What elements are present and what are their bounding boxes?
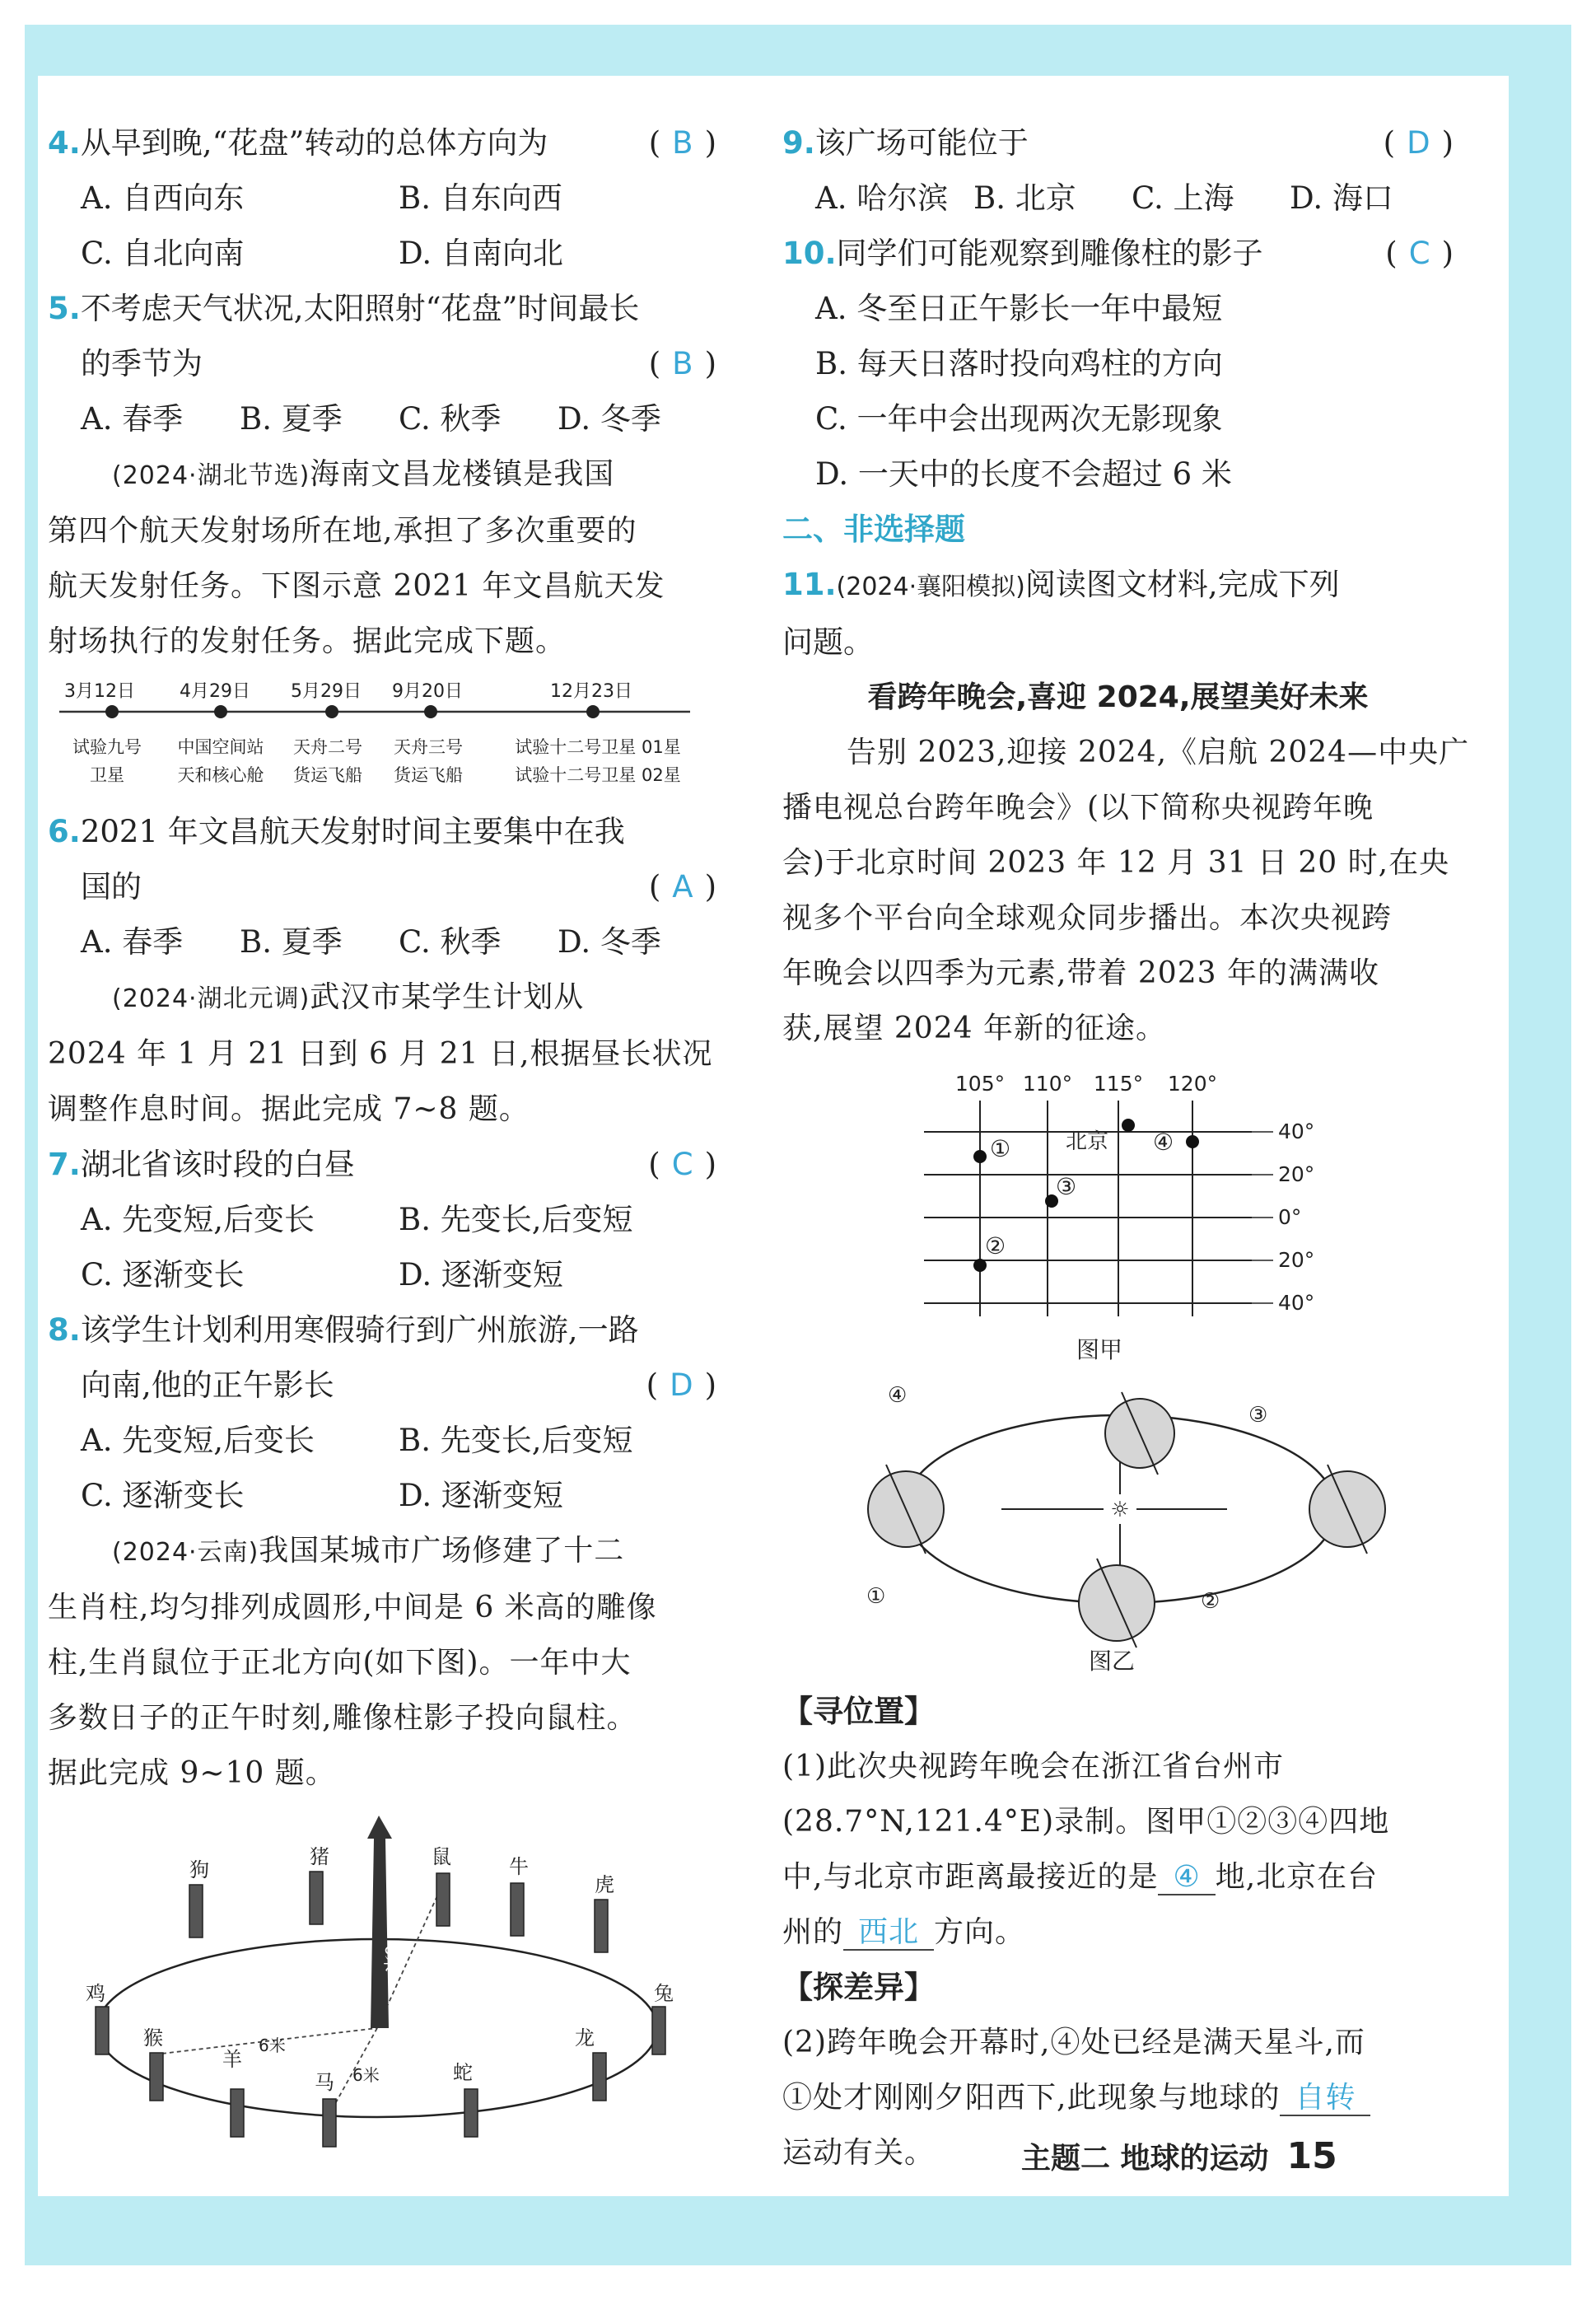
article-title: 看跨年晚会,喜迎 2024,展望美好未来	[867, 680, 1369, 714]
point-label: ③	[1056, 1173, 1077, 1200]
q8-stem-cont	[48, 1358, 716, 1413]
find-line	[782, 1905, 1454, 1960]
q4-stem	[48, 115, 716, 171]
decorative-band-right	[1509, 25, 1571, 2265]
q8-options-row2	[48, 1468, 716, 1523]
animal-label: 龙	[575, 2026, 595, 2050]
q5-text: 的季节为	[81, 346, 203, 381]
intro9-line: 生肖柱,均匀排列成圆形,中间是 6 米高的雕像	[48, 1591, 657, 1624]
pillar-tiger	[595, 1900, 608, 1952]
q11-stem	[782, 557, 1454, 615]
beijing-dot	[1122, 1119, 1135, 1132]
q8-number: 8.	[48, 1312, 81, 1348]
timeline-label: 天和核心舱	[177, 765, 264, 785]
q9-answer: ( D )	[1383, 125, 1454, 161]
text: 海南文昌龙楼镇是我国	[310, 457, 615, 491]
answer-fill: ④	[1158, 1860, 1215, 1895]
q7-stem	[48, 1137, 716, 1192]
text: 我国某城市广场修建了十二	[259, 1534, 625, 1568]
intro6-line: 航天发射任务。下图示意 2021 年文昌航天发	[48, 569, 665, 603]
point-4-dot	[1186, 1135, 1199, 1148]
decorative-band-bottom	[25, 2196, 1571, 2265]
q4-text: 从早到晚,“花盘”转动的总体方向为	[80, 125, 548, 161]
lat-label: 20°	[1278, 1248, 1315, 1272]
statue-column	[367, 1816, 392, 2028]
q7-text: 湖北省该时段的白昼	[80, 1147, 355, 1182]
option: A. 春季	[81, 401, 184, 437]
lat-label: 0°	[1278, 1205, 1302, 1229]
q8-answer: ( D )	[646, 1367, 716, 1403]
pillar-snake	[464, 2089, 478, 2137]
q5-answer: ( B )	[648, 346, 716, 381]
find-line	[782, 1849, 1454, 1905]
pillar-pig	[310, 1872, 323, 1924]
lat-label: 40°	[1278, 1119, 1315, 1143]
intro6-line: 射场执行的发射任务。据此完成下题。	[48, 624, 567, 658]
find-line: (1)此次央视跨年晚会在浙江省台州市	[782, 1750, 1284, 1783]
pillar-rat	[436, 1873, 450, 1926]
option: B. 夏季	[240, 401, 343, 437]
q5-answer-value: B	[672, 346, 693, 381]
option: C. 逐渐变长	[81, 1257, 245, 1292]
find-heading: 【寻位置】	[782, 1694, 935, 1729]
q5-stem	[48, 281, 716, 336]
lon-label: 120°	[1167, 1072, 1218, 1096]
pillar-goat	[231, 2089, 244, 2137]
animal-label: 羊	[222, 2048, 242, 2071]
position-label: ④	[888, 1383, 908, 1408]
option: D. 冬季	[558, 924, 661, 960]
pillar-horse	[323, 2099, 336, 2147]
q5-options	[48, 391, 716, 446]
q8-text: 该学生计划利用寒假骑行到广州旅游,一路	[80, 1312, 639, 1348]
text: 中,与北京市距离最接近的是	[782, 1860, 1159, 1894]
q6-stem	[48, 804, 716, 859]
option: C. 上海	[1132, 180, 1234, 216]
article-line: 播电视总台跨年晚会》(以下简称央视跨年晚	[782, 791, 1374, 825]
q11-text: 阅读图文材料,完成下列	[1024, 567, 1340, 602]
q7-number: 7.	[48, 1147, 81, 1182]
q8-text: 向南,他的正午影长	[81, 1367, 334, 1403]
intro9-line	[48, 1523, 716, 1580]
page-number: 15	[1286, 2135, 1337, 2177]
lon-label: 110°	[1022, 1072, 1073, 1096]
timeline-dot	[214, 705, 227, 718]
figure-a-grid-map	[782, 1061, 1454, 1374]
option: D. 自南向北	[399, 236, 563, 271]
pillar-monkey	[150, 2053, 163, 2101]
timeline-label: 卫星	[90, 765, 124, 785]
animal-label: 虎	[595, 1873, 614, 1896]
decorative-band-left	[25, 25, 38, 2265]
intro9-line: 据此完成 9~10 题。	[48, 1756, 336, 1790]
text: 州的	[782, 1915, 844, 1949]
q9-number: 9.	[782, 125, 815, 161]
figure-a-caption: 图甲	[1076, 1336, 1123, 1363]
timeline-label: 试验九号	[72, 737, 142, 757]
text: ①处才刚刚夕阳西下,此现象与地球的	[782, 2081, 1281, 2115]
q4-answer-value: B	[672, 125, 693, 161]
animal-label: 鼠	[432, 1845, 451, 1868]
diff-line: (2)跨年晚会开幕时,④处已经是满天星斗,而	[782, 2026, 1365, 2059]
right-column	[782, 115, 1470, 2180]
q6-options	[48, 914, 716, 970]
article-line: 视多个平台向全球观众同步播出。本次央视跨	[782, 901, 1393, 935]
footer-topic: 主题二 地球的运动	[1021, 2142, 1269, 2176]
figure-b-orbit-diagram	[782, 1379, 1454, 1684]
option: D. 一天中的长度不会超过 6 米	[815, 456, 1232, 492]
launch-timeline	[48, 672, 716, 804]
point-label: ④	[1153, 1129, 1174, 1156]
option: A. 自西向东	[81, 180, 245, 216]
option: A. 先变短,后变长	[81, 1202, 315, 1237]
q8-options-row1	[48, 1413, 716, 1468]
animal-label: 兔	[654, 1982, 674, 2005]
option: B. 自东向西	[399, 180, 562, 216]
option: D. 海口	[1290, 180, 1393, 216]
timeline-dot	[424, 705, 437, 718]
position-label: ③	[1248, 1403, 1268, 1428]
point-1-dot	[973, 1150, 987, 1163]
q9-stem	[782, 115, 1454, 171]
text: 武汉市某学生计划从	[310, 980, 585, 1014]
option: B. 每天日落时投向鸡柱的方向	[815, 346, 1223, 381]
q7-options-row2	[48, 1247, 716, 1302]
q10-answer: ( C )	[1385, 236, 1454, 271]
option: C. 一年中会出现两次无影现象	[815, 401, 1223, 437]
q5-text: 不考虑天气状况,太阳照射“花盘”时间最长	[80, 291, 640, 326]
option: A. 先变短,后变长	[81, 1423, 315, 1458]
q9-options	[782, 171, 1454, 226]
lon-label: 115°	[1093, 1072, 1144, 1096]
position-label: ①	[866, 1584, 886, 1609]
text: 地,北京在台	[1215, 1860, 1379, 1894]
distance-label: 6米	[259, 2036, 286, 2055]
option: A. 春季	[81, 924, 184, 960]
option: C. 秋季	[399, 924, 502, 960]
timeline-date: 4月29日	[180, 681, 250, 702]
statue-height-label: 6米	[381, 1945, 401, 1972]
animal-label: 狗	[189, 1858, 209, 1881]
timeline-date: 12月23日	[550, 681, 632, 702]
find-line: (28.7°N,121.4°E)录制。图甲①②③④四地	[782, 1805, 1390, 1839]
option: C. 秋季	[399, 401, 502, 437]
diff-heading: 【探差异】	[782, 1970, 935, 2005]
text: 方向。	[934, 1915, 1026, 1949]
pillar-dragon	[593, 2053, 606, 2101]
pillar-dog	[189, 1885, 203, 1937]
pillar-rooster	[96, 2007, 109, 2054]
point-label: ②	[985, 1232, 1006, 1260]
decorative-band-top	[25, 25, 1571, 76]
lat-label: 40°	[1278, 1291, 1315, 1315]
timeline-label: 天舟二号	[293, 737, 362, 757]
left-column	[48, 115, 716, 2155]
q4-answer: ( B )	[648, 125, 716, 161]
intro6-line	[48, 446, 716, 503]
answer-fill: 西北	[843, 1915, 934, 1951]
q11-number: 11.	[782, 567, 837, 602]
animal-label: 猴	[143, 2026, 163, 2050]
timeline-label: 天舟三号	[394, 737, 463, 757]
q6-text: 2021 年文昌航天发射时间主要集中在我	[80, 814, 625, 849]
beijing-label: 北京	[1066, 1129, 1109, 1154]
timeline-label: 货运飞船	[394, 765, 463, 785]
q9-answer-value: D	[1407, 125, 1430, 161]
timeline-date: 5月29日	[291, 681, 362, 702]
animal-label: 猪	[310, 1845, 329, 1868]
option: C. 逐渐变长	[81, 1478, 245, 1513]
q5-stem-cont	[48, 336, 716, 391]
figure-b-caption: 图乙	[1088, 1648, 1136, 1675]
page-footer	[1021, 2135, 1337, 2177]
point-label: ①	[990, 1135, 1011, 1162]
q6-text: 国的	[81, 869, 142, 904]
diff-line: 运动有关。	[782, 2136, 936, 2170]
option: A. 冬至日正午影长一年中最短	[815, 291, 1223, 326]
source-tag: (2024·湖北元调)	[112, 984, 310, 1013]
position-label: ②	[1201, 1589, 1220, 1614]
answer-fill: 自转	[1280, 2081, 1370, 2116]
option: D. 逐渐变短	[399, 1257, 563, 1292]
q4-number: 4.	[48, 125, 81, 161]
q6-stem-cont	[48, 859, 716, 914]
option: B. 先变长,后变短	[399, 1202, 633, 1237]
timeline-label: 试验十二号卫星 02星	[515, 765, 681, 785]
q10-answer-value: C	[1408, 236, 1430, 271]
q5-number: 5.	[48, 291, 81, 326]
timeline-label: 试验十二号卫星 01星	[515, 737, 681, 757]
q6-answer-value: A	[672, 869, 693, 904]
source-tag: (2024·襄阳模拟)	[836, 573, 1025, 601]
q7-answer: ( C )	[648, 1147, 716, 1182]
timeline-date: 3月12日	[64, 681, 135, 702]
q7-answer-value: C	[671, 1147, 693, 1182]
q4-options-row1	[48, 171, 716, 226]
timeline-dot	[325, 705, 338, 718]
pillar-rabbit	[652, 2007, 665, 2054]
article-line: 获,展望 2024 年新的征途。	[782, 1012, 1166, 1045]
q10-text: 同学们可能观察到雕像柱的影子	[836, 236, 1263, 271]
animal-label: 牛	[509, 1855, 529, 1878]
q9-text: 该广场可能位于	[814, 125, 1029, 161]
option: D. 逐渐变短	[399, 1478, 563, 1513]
source-tag: (2024·湖北节选)	[112, 461, 310, 490]
timeline-label: 中国空间站	[177, 737, 264, 757]
q6-number: 6.	[48, 814, 81, 849]
source-tag: (2024·云南)	[112, 1538, 259, 1567]
distance-label: 6米	[352, 2065, 380, 2085]
option: B. 夏季	[240, 924, 343, 960]
article-line: 告别 2023,迎接 2024,《启航 2024—中央广	[847, 736, 1470, 769]
option: B. 先变长,后变短	[399, 1423, 633, 1458]
q8-stem	[48, 1302, 716, 1358]
intro6-line: 第四个航天发射场所在地,承担了多次重要的	[48, 514, 637, 548]
timeline-dot	[105, 705, 119, 718]
q4-options-row2	[48, 226, 716, 281]
q10-stem	[782, 226, 1454, 281]
intro7-line	[48, 970, 716, 1026]
intro7-line: 调整作息时间。据此完成 7~8 题。	[48, 1092, 530, 1126]
intro9-line: 柱,生肖鼠位于正北方向(如下图)。一年中大	[48, 1646, 632, 1680]
intro9-line: 多数日子的正午时刻,雕像柱影子投向鼠柱。	[48, 1701, 637, 1735]
option: A. 哈尔滨	[815, 180, 949, 216]
lat-label: 20°	[1278, 1162, 1315, 1186]
q8-answer-value: D	[670, 1367, 693, 1403]
q11-stem-cont: 问题。	[782, 624, 874, 660]
animal-label: 马	[315, 2071, 334, 2094]
animal-label: 鸡	[86, 1982, 105, 2005]
article-line: 年晚会以四季为元素,带着 2023 年的满满收	[782, 956, 1379, 990]
article-line: 会)于北京时间 2023 年 12 月 31 日 20 时,在央	[782, 846, 1450, 880]
point-2-dot	[973, 1259, 987, 1272]
lon-label: 105°	[954, 1072, 1006, 1096]
option: D. 冬季	[558, 401, 661, 437]
intro7-line: 2024 年 1 月 21 日到 6 月 21 日,根据昼长状况	[48, 1037, 713, 1071]
q7-options-row1	[48, 1192, 716, 1247]
animal-label: 蛇	[453, 2061, 473, 2084]
sun-icon: ☼	[1110, 1498, 1130, 1522]
pillar-ox	[511, 1883, 524, 1936]
section-heading: 二、非选择题	[782, 512, 965, 547]
timeline-date: 9月20日	[392, 681, 463, 702]
timeline-dot	[586, 705, 600, 718]
zodiac-pillars-diagram	[48, 1809, 716, 2155]
q6-answer: ( A )	[648, 869, 716, 904]
q10-number: 10.	[782, 236, 837, 271]
option: B. 北京	[973, 180, 1076, 216]
diff-line	[782, 2070, 1454, 2125]
option: C. 自北向南	[81, 236, 245, 271]
timeline-label: 货运飞船	[293, 765, 362, 785]
